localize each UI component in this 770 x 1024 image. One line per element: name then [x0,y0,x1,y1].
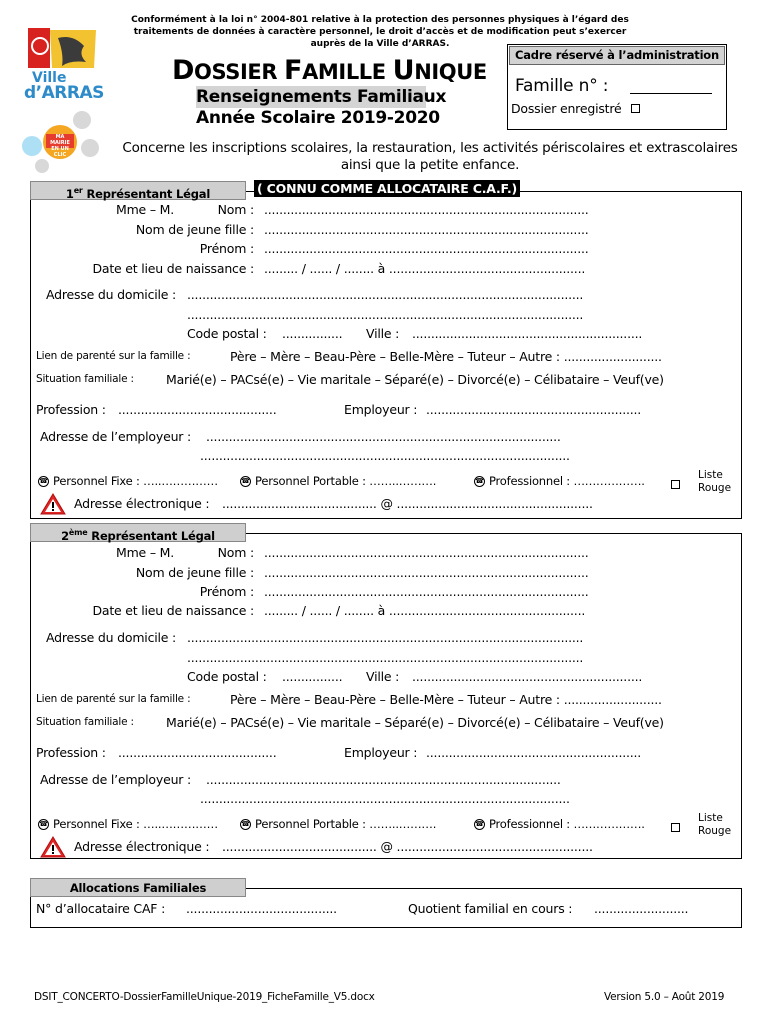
rep1-nom-field[interactable]: ...................................................................................... [264,202,589,217]
rep1-nom-label: Nom : [217,202,254,217]
rep2-situation-options[interactable]: Marié(e) – PACsé(e) – Vie maritale – Séparé(e) – Divorcé(e) – Célibataire – Veuf(ve) [166,715,664,730]
logo-arras-text: d’ARRAS [24,83,104,103]
rep2-naissance-field[interactable]: ......... / ...... / ........ à .................................................... [264,603,586,618]
ville-arras-logo [18,24,110,174]
rep2-profession-label: Profession : [36,745,106,760]
footer-version: Version 5.0 – Août 2019 [604,991,725,1003]
page-title: DOSSIER FAMILLE UNIQUE [172,55,487,86]
rep2-cp-label: Code postal : [187,669,267,684]
rep2-employeur-field[interactable]: ......................................................... [426,745,642,760]
rep1-situation-options[interactable]: Marié(e) – PACsé(e) – Vie maritale – Séparé(e) – Divorcé(e) – Célibataire – Veuf(ve) [166,372,664,387]
rep2-ville-label: Ville : [366,669,400,684]
rep2-profession-field[interactable]: .......................................... [118,745,277,760]
quotient-label: Quotient familial en cours : [408,901,573,916]
warning-icon [40,836,66,858]
rep2-lien-label: Lien de parenté sur la famille : [36,693,191,705]
rep2-nom-field[interactable]: ...................................................................................... [264,545,589,560]
rep1-civility: Mme – M. [116,202,175,217]
footer-filename: DSIT_CONCERTO-DossierFamilleUnique-2019_FicheFamille_V5.docx [34,991,375,1003]
rep2-adr-employeur-field[interactable]: .............................................................................................. [206,772,561,787]
rep1-email-field[interactable]: ......................................... @ .................................................... [222,496,593,511]
quotient-field[interactable]: ......................... [594,901,689,916]
rep1-prenom-label: Prénom : [199,241,254,256]
rep1-email-label: Adresse électronique : [74,496,210,511]
rep2-jeune-fille-field[interactable]: ...................................................................................... [264,565,589,580]
rep1-section-title: 1er Représentant Légal [30,181,246,200]
rep1-adresse-field[interactable]: ......................................................................................................... [187,287,584,302]
famille-number-field[interactable] [630,93,712,94]
rep1-ville-label: Ville : [366,326,400,341]
rep1-employeur-field[interactable]: ......................................................... [426,402,642,417]
rep2-ville-field[interactable]: ............................................................. [412,669,643,684]
rep1-jeune-fille-field[interactable]: ...................................................................................... [264,222,589,237]
rep1-tel-fixe[interactable]: ☎ Personnel Fixe : …..…………… [39,474,218,488]
alloc-section-title: Allocations Familiales [30,878,246,897]
scope-description: Concerne les inscriptions scolaires, la restauration, les activités périscolaires et extrascolaires ainsi que la petite enfance. [122,140,738,173]
phone-icon: ☎ [241,477,250,485]
rep2-adr-employeur-field-2[interactable]: .................................................................................................. [200,791,570,806]
school-year: Année Scolaire 2019-2020 [196,108,440,128]
rep1-adr-employeur-label: Adresse de l’employeur : [40,429,192,444]
phone-icon: ☎ [475,477,484,485]
caf-badge: ( CONNU COMME ALLOCATAIRE C.A.F.) [254,180,520,197]
sticker-text: MA MAIRIE EN UN CLIC [50,134,70,158]
phone-icon: ☎ [39,477,48,485]
alloc-num-field[interactable]: ........................................ [186,901,337,916]
rep1-profession-field[interactable]: .......................................... [118,402,277,417]
rep1-adr-employeur-field[interactable]: .............................................................................................. [206,429,561,444]
rep2-adr-employeur-label: Adresse de l’employeur : [40,772,192,787]
rep1-situation-label: Situation familiale : [36,373,134,385]
rep2-adresse-field[interactable]: ......................................................................................................... [187,630,584,645]
rep1-adresse-label: Adresse du domicile : [46,287,177,302]
rep1-tel-portable[interactable]: ☎ Personnel Portable : ……..………. [241,474,437,488]
rep2-tel-fixe[interactable]: ☎ Personnel Fixe : …..…………… [39,817,218,831]
rep1-prenom-field[interactable]: ...................................................................................... [264,241,589,256]
legal-notice: Conformément à la loi n° 2004-801 relative à la protection des personnes physiques à l’égard des traitements de données à caractère personnel, le droit d’accès et de modification peut s’exercer auprès de la Ville d’ARRAS. [131,15,629,49]
admin-box-title: Cadre réservé à l’administration [509,46,725,65]
phone-icon: ☎ [39,820,48,828]
rep1-naissance-label: Date et lieu de naissance : [92,261,254,276]
rep2-civility: Mme – M. [116,545,175,560]
dossier-enregistre-checkbox[interactable] [631,104,640,113]
phone-icon: ☎ [241,820,250,828]
rep2-prenom-label: Prénom : [199,584,254,599]
logo-ville-text: Ville [32,70,67,86]
rep1-ville-field[interactable]: ............................................................. [412,326,643,341]
famille-number-label: Famille n° : [515,76,609,96]
rep2-tel-portable[interactable]: ☎ Personnel Portable : ……..………. [241,817,437,831]
rep2-naissance-label: Date et lieu de naissance : [92,603,254,618]
rep2-email-field[interactable]: ......................................... @ .................................................... [222,839,593,854]
rep1-lien-label: Lien de parenté sur la famille : [36,350,191,362]
rep2-liste-rouge-checkbox[interactable] [671,817,680,836]
rep2-liste-rouge-label: Liste Rouge [698,812,732,837]
rep1-liste-rouge-checkbox[interactable] [671,474,680,493]
rep2-adresse-label: Adresse du domicile : [46,630,177,645]
rep1-employeur-label: Employeur : [344,402,418,417]
warning-icon [40,493,66,515]
rep1-jeune-fille-label: Nom de jeune fille : [135,222,254,237]
rep1-liste-rouge-label: Liste Rouge [698,469,732,494]
rep2-jeune-fille-label: Nom de jeune fille : [135,565,254,580]
rep2-nom-label: Nom : [217,545,254,560]
rep2-employeur-label: Employeur : [344,745,418,760]
rep2-prenom-field[interactable]: ...................................................................................... [264,584,589,599]
rep1-naissance-field[interactable]: ......... / ...... / ........ à .................................................... [264,261,586,276]
rep2-lien-options[interactable]: Père – Mère – Beau-Père – Belle-Mère – Tuteur – Autre : .......................... [230,692,662,707]
rep1-adresse-field-2[interactable]: ......................................................................................................... [187,307,584,322]
rep1-cp-field[interactable]: ................ [282,326,343,341]
rep2-tel-pro[interactable]: ☎ Professionnel : ………………. [475,817,645,831]
phone-icon: ☎ [475,820,484,828]
rep2-section-title: 2ème Représentant Légal [30,523,246,542]
rep2-situation-label: Situation familiale : [36,716,134,728]
subtitle: Renseignements Familiaux [196,87,447,107]
rep1-cp-label: Code postal : [187,326,267,341]
rep2-adresse-field-2[interactable]: ......................................................................................................... [187,650,584,665]
alloc-num-label: N° d’allocataire CAF : [36,901,166,916]
rep2-cp-field[interactable]: ................ [282,669,343,684]
rep1-tel-pro[interactable]: ☎ Professionnel : ………………. [475,474,645,488]
dossier-enregistre-label: Dossier enregistré [511,101,622,116]
rep1-adr-employeur-field-2[interactable]: .................................................................................................. [200,448,570,463]
rep2-email-label: Adresse électronique : [74,839,210,854]
rep1-lien-options[interactable]: Père – Mère – Beau-Père – Belle-Mère – Tuteur – Autre : .......................... [230,349,662,364]
rep1-profession-label: Profession : [36,402,106,417]
